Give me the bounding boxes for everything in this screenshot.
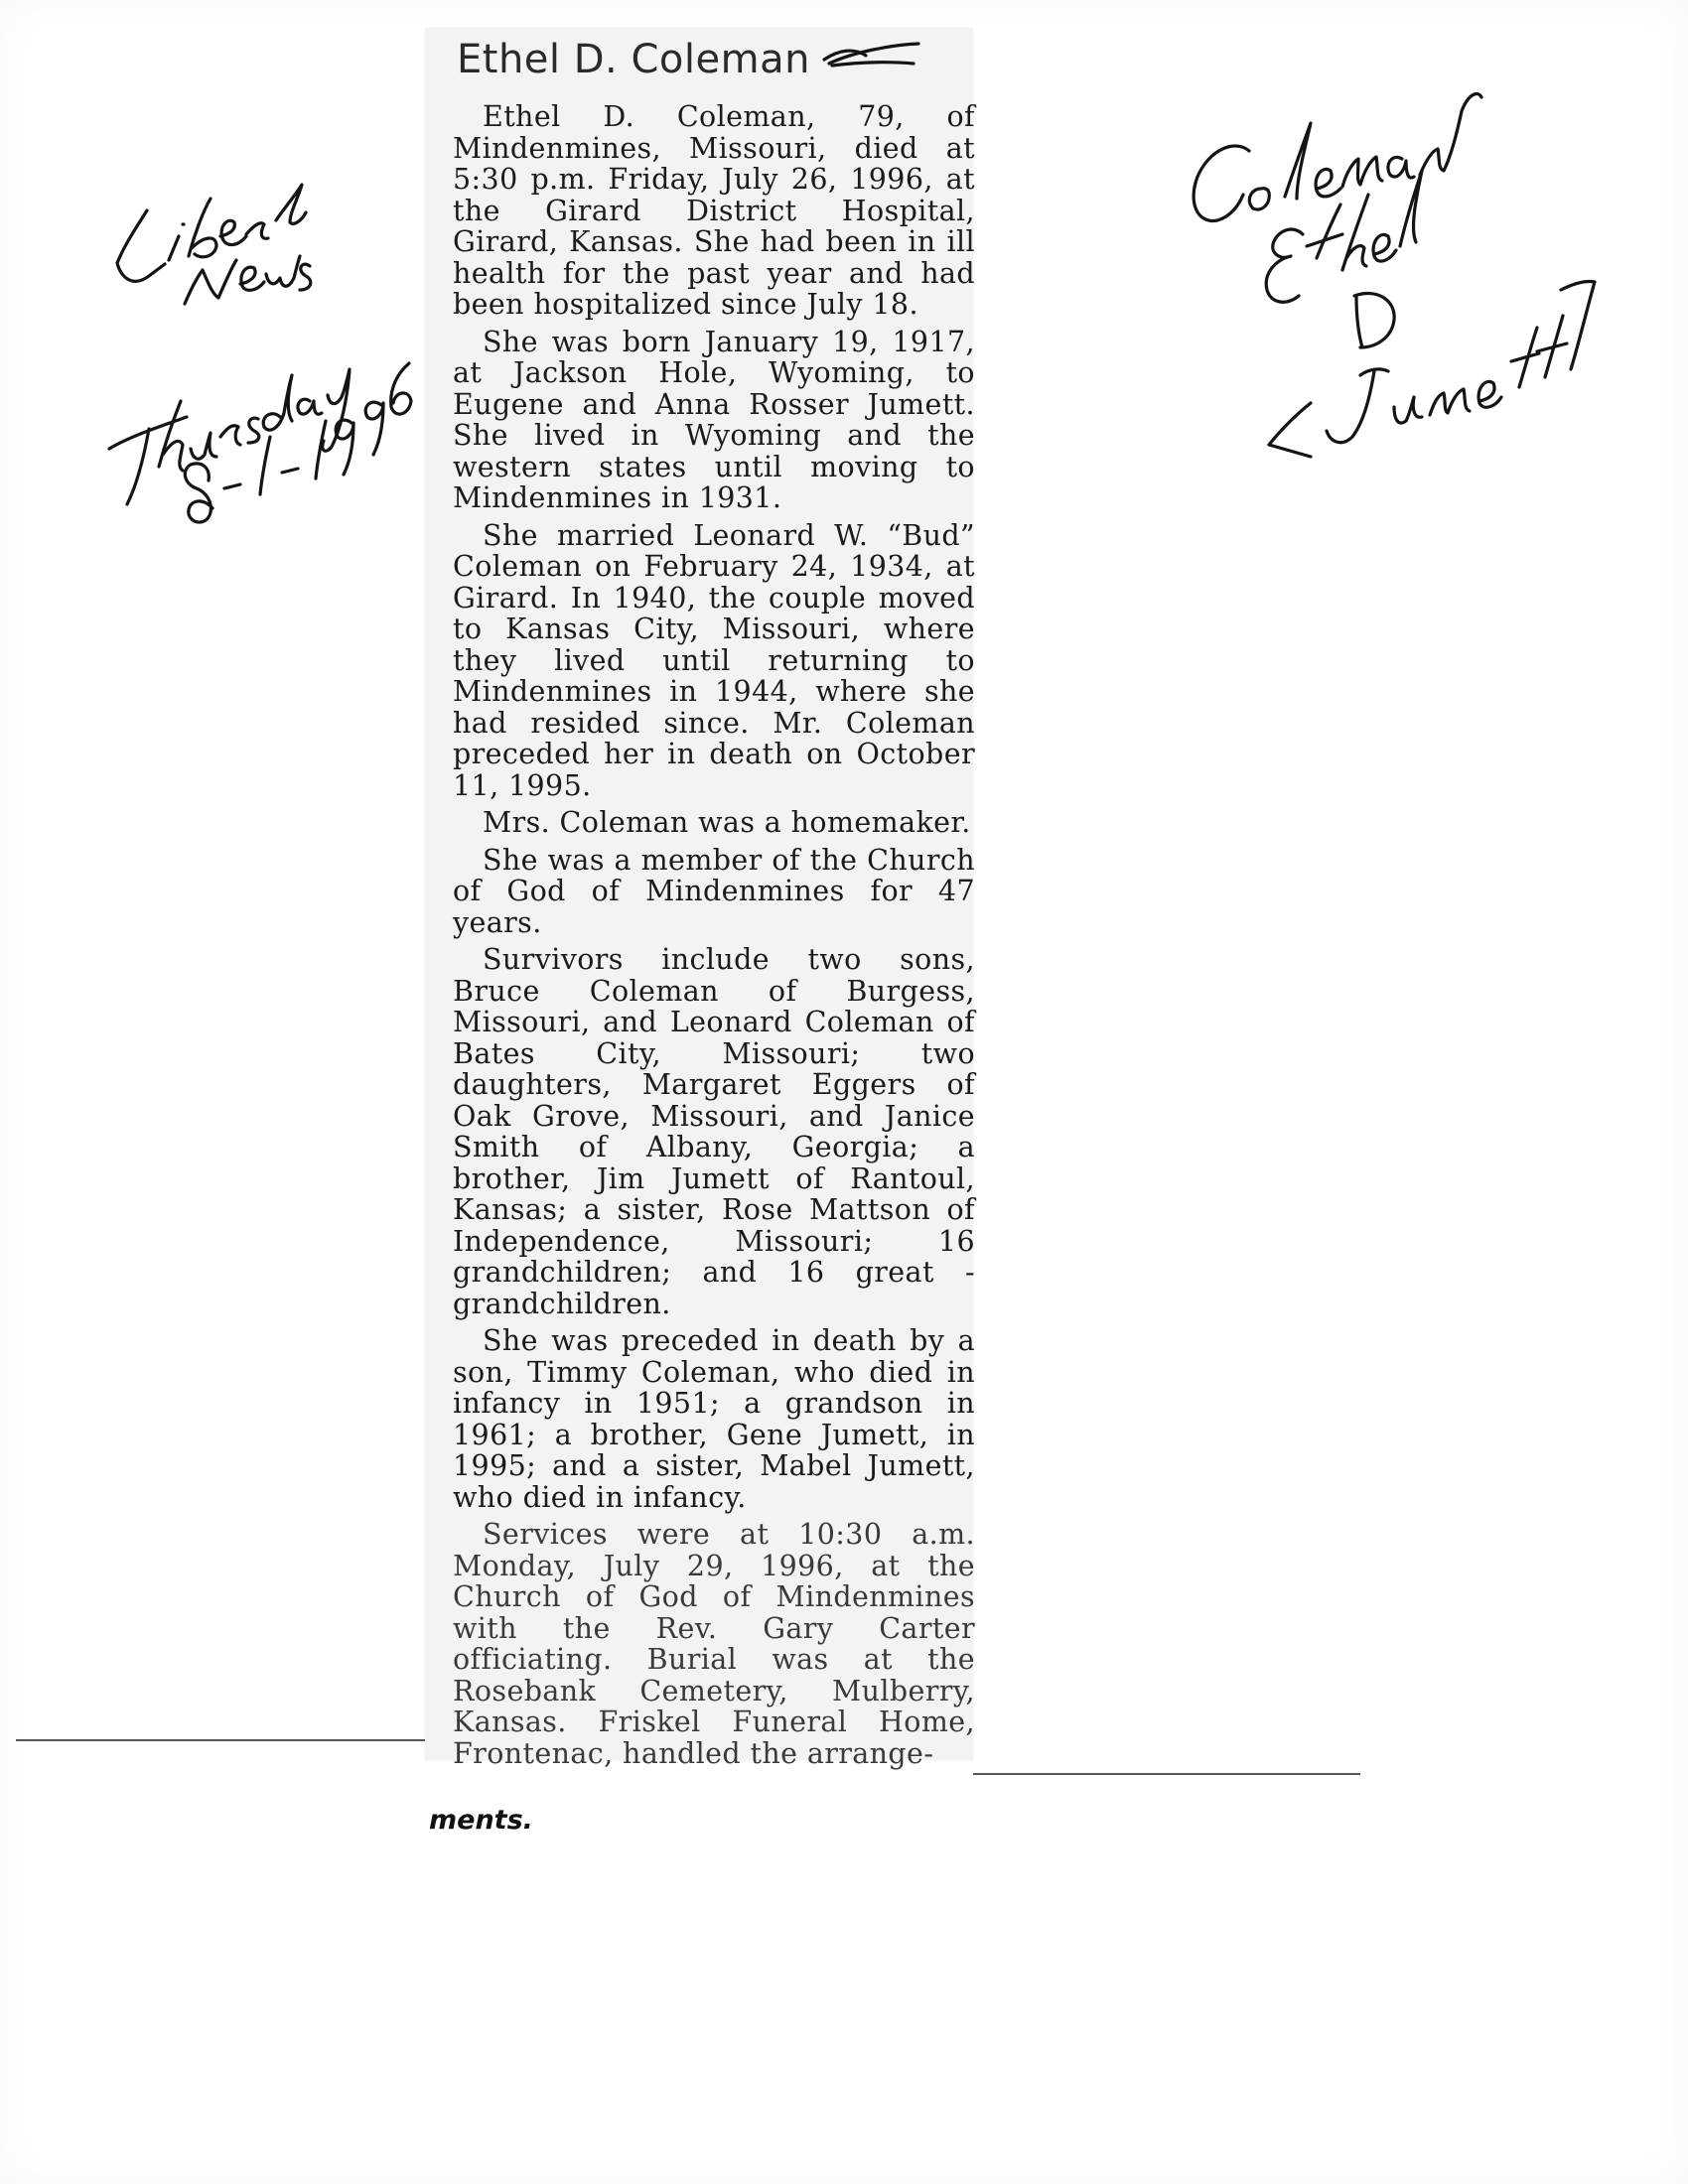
- horizontal-rule-right: [973, 1773, 1360, 1775]
- left-note-date: [185, 363, 411, 522]
- right-note-word-ethel: [1266, 171, 1422, 302]
- obituary-paragraph: She was a member of the Church of God of Mindenmines for 47 years.: [453, 843, 975, 939]
- obituary-paragraph: She married Leonard W. “Bud” Coleman on February 24, 1934, at Girard. In 1940, the couple moved to Kansas City, Missouri, where they lived until returning to Mindenmines in 1944, where she had resided since. Mr. Coleman preceded her in death on October 11, 1995.: [453, 518, 975, 802]
- newspaper-clipping: [425, 28, 975, 1770]
- obituary-paragraph: Survivors include two sons, Bruce Coleman of Burgess, Missouri, and Leonard Coleman of Bates City, Missouri; two daughters, Margaret Eggers of Oak Grove, Missouri, and Janice Smith of Albany, Georgia; a brother, Jim Jumett of Rantoul, Kansas; a sister, Rose Mattson of Independence, Missouri; 16 grandchildren; and 16 great - grandchildren.: [453, 943, 975, 1320]
- handwritten-continuation: ments.: [429, 1805, 533, 1836]
- obituary-paragraph: Services were at 10:30 a.m. Monday, July 29, 1996, at the Church of God of Mindenmines with the Rev. Gary Carter officiating. Burial was at the Rosebank Cemetery, Mulberry, Kansas. Friskel Funeral Home, Frontenac, handled the arrange-: [453, 1518, 975, 1770]
- obituary-paragraph: Ethel D. Coleman, 79, of Mindenmines, Missouri, died at 5:30 p.m. Friday, July 26, 1996, at the Girard District Hospital, Girard, Kansas. She had been in ill health for the past year and had been hospitalized since July 18.: [453, 100, 975, 321]
- right-note-word-coleman: [1194, 93, 1481, 220]
- left-note-word-news: [185, 256, 311, 304]
- horizontal-rule-left: [16, 1739, 433, 1741]
- right-note-word-d: [1354, 293, 1394, 347]
- obituary-headline: Ethel D. Coleman: [457, 37, 810, 82]
- obituary-paragraph: She was born January 19, 1917, at Jackson Hole, Wyoming, to Eugene and Anna Rosser Jumett. She lived in Wyoming and the western states until moving to Mindenmines in 1931.: [453, 325, 975, 514]
- right-note-word-jumett: [1269, 281, 1595, 457]
- obituary-paragraph: Mrs. Coleman was a homemaker.: [483, 806, 971, 839]
- obituary-column: [453, 36, 975, 1769]
- left-note-word-thursday: [109, 369, 350, 504]
- left-note-word-liberal: [117, 185, 306, 281]
- obituary-paragraph: She was preceded in death by a son, Timmy Coleman, who died in infancy in 1951; a grandson in 1961; a brother, Gene Jumett, in 1995; and a sister, Mabel Jumett, who died in infancy.: [453, 1324, 975, 1514]
